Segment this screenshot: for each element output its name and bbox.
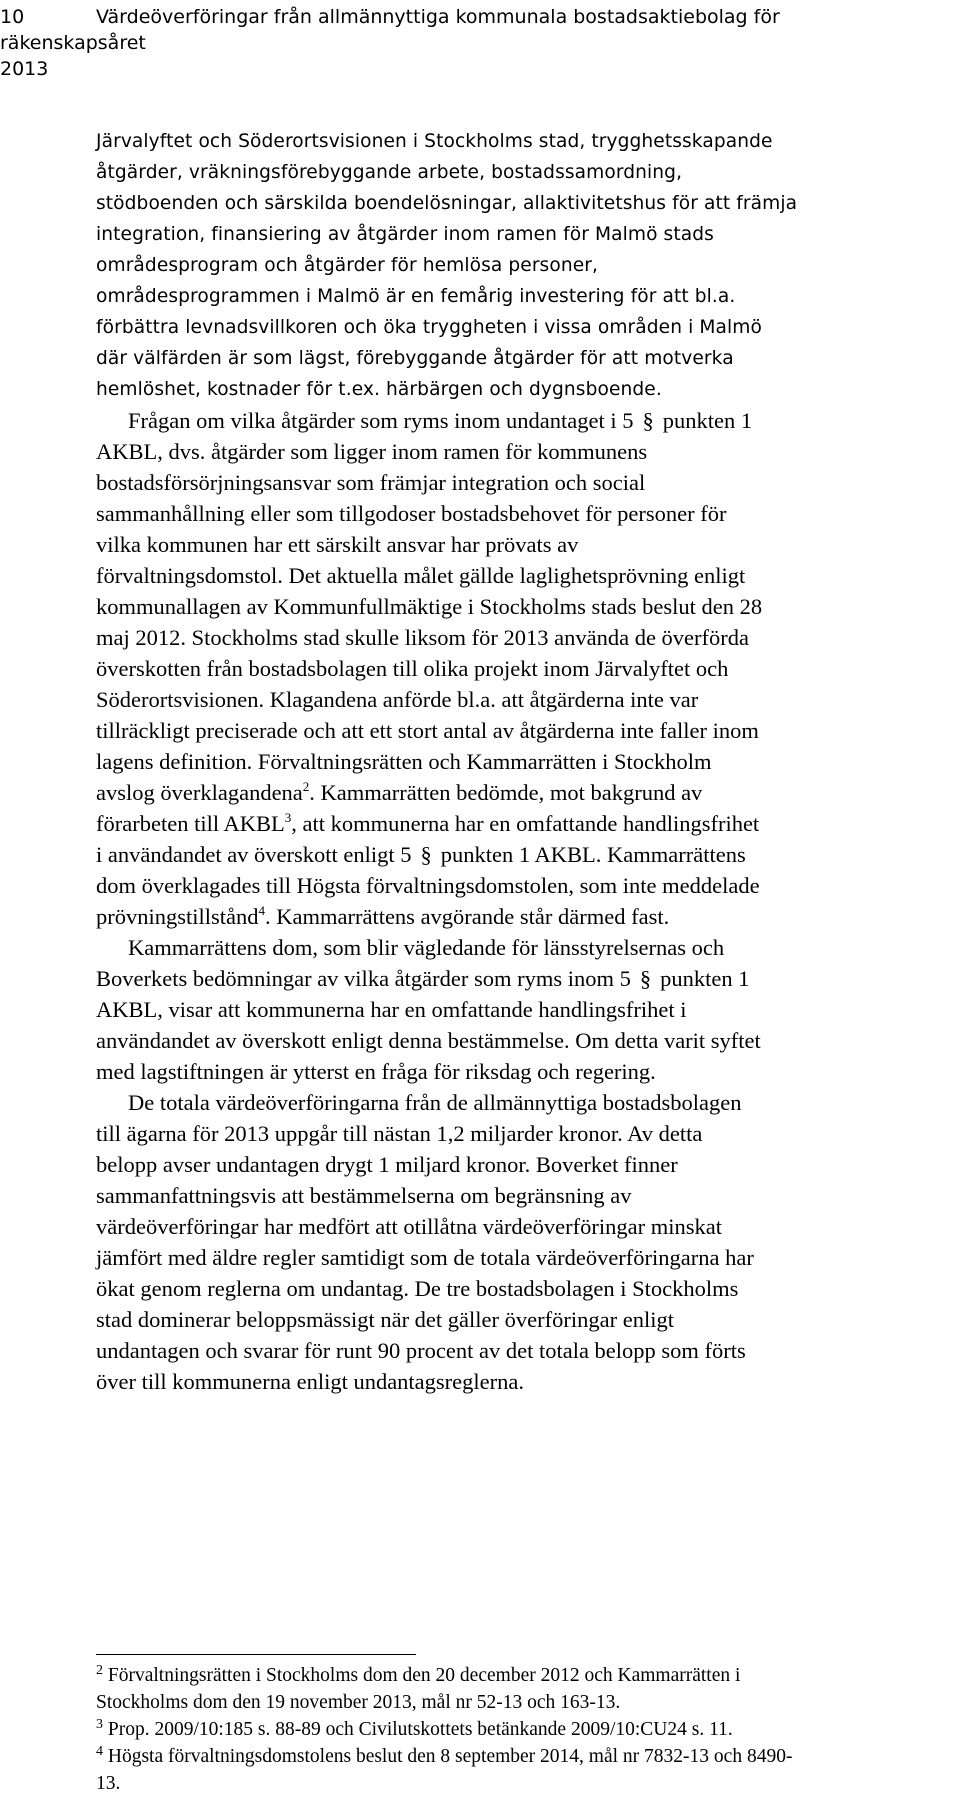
body-line <box>96 405 816 436</box>
section-sign: § <box>639 966 652 991</box>
body-line <box>96 808 816 839</box>
body-line: ökat genom reglerna om undantag. De tre bostadsbolagen i Stockholms <box>96 1276 739 1301</box>
text-segment: Boverkets bedömningar av vilka åtgärder som ryms inom 5 <box>96 966 631 991</box>
body-line: AKBL, dvs. åtgärder som ligger inom ramen för kommunens <box>96 439 648 464</box>
text-segment: . Kammarrätten bedömde, mot bakgrund av <box>309 780 703 805</box>
text-segment: punkten 1 AKBL. Kammarrättens <box>440 842 746 867</box>
footnotes <box>96 1662 816 1797</box>
header-title: Värdeöverföringar från allmännyttiga kommunala bostadsaktiebolag för räkenskapsåret <box>0 6 780 54</box>
body-line: maj 2012. Stockholms stad skulle liksom för 2013 använda de överförda <box>96 625 750 650</box>
body-line: förvaltningsdomstol. Det aktuella målet gällde laglighetsprövning enligt <box>96 563 746 588</box>
body-line: belopp avser undantagen drygt 1 miljard kronor. Boverket finner <box>96 1152 678 1177</box>
body-line: Järvalyftet och Söderortsvisionen i Stockholms stad, trygghetsskapande <box>96 131 773 152</box>
text-segment: . Kammarrättens avgörande står därmed fast. <box>265 904 670 929</box>
footnote-number: 2 <box>96 1663 103 1678</box>
text-segment: avslog överklagandena <box>96 780 303 805</box>
body-line: vilka kommunen har ett särskilt ansvar har prövats av <box>96 532 579 557</box>
body-line: förbättra levnadsvillkoren och öka tryggheten i vissa områden i Malmö <box>96 317 762 338</box>
body-line: lagens definition. Förvaltningsrätten och Kammarrätten i Stockholm <box>96 749 712 774</box>
section-sign: § <box>642 408 654 433</box>
body-line: sammanfattningsvis att bestämmelserna om begränsning av <box>96 1183 632 1208</box>
footnote-text: Prop. 2009/10:185 s. 88-89 och Civilutskottets betänkande 2009/10:CU24 s. 11. <box>107 1719 733 1740</box>
text-segment: punkten 1 <box>662 408 753 433</box>
body-line: hemlöshet, kostnader för t.ex. härbärgen och dygnsboende. <box>96 379 662 400</box>
body-line: integration, finansiering av åtgärder inom ramen för Malmö stads <box>96 224 714 245</box>
body-line: undantagen och svarar för runt 90 procent av det totala belopp som förts <box>96 1338 746 1363</box>
body-line: användandet av överskott enligt denna bestämmelse. Om detta varit syftet <box>96 1028 761 1053</box>
body-line: AKBL, visar att kommunerna har en omfattande handlingsfrihet i <box>96 997 687 1022</box>
body-line: kommunallagen av Kommunfullmäktige i Stockholms stads beslut den 28 <box>96 594 763 619</box>
body-line: bostadsförsörjningsansvar som främjar integration och social <box>96 470 646 495</box>
header-year: 2013 <box>0 58 49 80</box>
body-line: De totala värdeöverföringarna från de allmännyttiga bostadsbolagen <box>128 1090 742 1115</box>
body-line <box>96 839 816 870</box>
text-segment: , att kommunerna har en omfattande handlingsfrihet <box>291 811 760 836</box>
text-segment: punkten 1 <box>660 966 750 991</box>
body-line: områdesprogram och åtgärder för hemlösa personer, <box>96 255 599 276</box>
body-line <box>96 963 816 994</box>
footnote-ref-4[interactable]: 4 <box>258 903 265 918</box>
footnote-text: Högsta förvaltningsdomstolens beslut den 8 september 2014, mål nr 7832-13 och 8490- <box>107 1746 793 1767</box>
body-line <box>96 901 816 932</box>
footnote-2 <box>96 1662 816 1689</box>
page-number: 10 <box>0 6 25 28</box>
body-line: stad dominerar beloppsmässigt när det gäller överföringar enligt <box>96 1307 674 1332</box>
footnote-3 <box>96 1716 816 1743</box>
footnote-number: 4 <box>96 1744 103 1759</box>
body-text <box>96 126 816 1397</box>
footnote-number: 3 <box>96 1717 103 1732</box>
body-line: värdeöverföringar har medfört att otillåtna värdeöverföringar minskat <box>96 1214 722 1239</box>
body-line: över till kommunerna enligt undantagsreglerna. <box>96 1369 524 1394</box>
body-line <box>96 777 816 808</box>
text-segment: prövningstillstånd <box>96 904 259 929</box>
body-line: områdesprogrammen i Malmö är en femårig investering för att bl.a. <box>96 286 736 307</box>
body-line: Söderortsvisionen. Klagandena anförde bl.a. att åtgärderna inte var <box>96 687 699 712</box>
footnote-4 <box>96 1743 816 1770</box>
body-line: sammanhållning eller som tillgodoser bostadsbehovet för personer för <box>96 501 727 526</box>
body-line: med lagstiftningen är ytterst en fråga för riksdag och regering. <box>96 1059 656 1084</box>
footnote-ref-3[interactable]: 3 <box>284 810 292 825</box>
footnote-text: 13. <box>96 1773 121 1794</box>
footnote-separator <box>96 1654 416 1655</box>
footnote-ref-2[interactable]: 2 <box>302 779 310 794</box>
text-segment: Frågan om vilka åtgärder som ryms inom undantaget i 5 <box>128 408 634 433</box>
text-segment: förarbeten till AKBL <box>96 811 285 836</box>
body-line: stödboenden och särskilda boendelösningar, allaktivitetshus för att främja <box>96 193 798 214</box>
footnote-text: Förvaltningsrätten i Stockholms dom den 20 december 2012 och Kammarrätten i <box>107 1665 741 1686</box>
body-line: dom överklagades till Högsta förvaltningsdomstolen, som inte meddelade <box>96 873 760 898</box>
page-header <box>0 4 900 82</box>
body-line: Kammarrättens dom, som blir vägledande för länsstyrelsernas och <box>128 935 725 960</box>
text-segment: i användandet av överskott enligt 5 <box>96 842 412 867</box>
body-line: till ägarna för 2013 uppgår till nästan 1,2 miljarder kronor. Av detta <box>96 1121 703 1146</box>
section-sign: § <box>420 842 432 867</box>
body-line: jämfört med äldre regler samtidigt som de totala värdeöverföringarna har <box>96 1245 754 1270</box>
body-line: tillräckligt preciserade och att ett stort antal av åtgärderna inte faller inom <box>96 718 759 743</box>
body-line: åtgärder, vräkningsförebyggande arbete, bostadssamordning, <box>96 162 683 183</box>
body-line: överskotten från bostadsbolagen till olika projekt inom Järvalyftet och <box>96 656 729 681</box>
footnote-text: Stockholms dom den 19 november 2013, mål nr 52-13 och 163-13. <box>96 1692 621 1713</box>
body-line: där välfärden är som lägst, förebyggande åtgärder för att motverka <box>96 348 734 369</box>
